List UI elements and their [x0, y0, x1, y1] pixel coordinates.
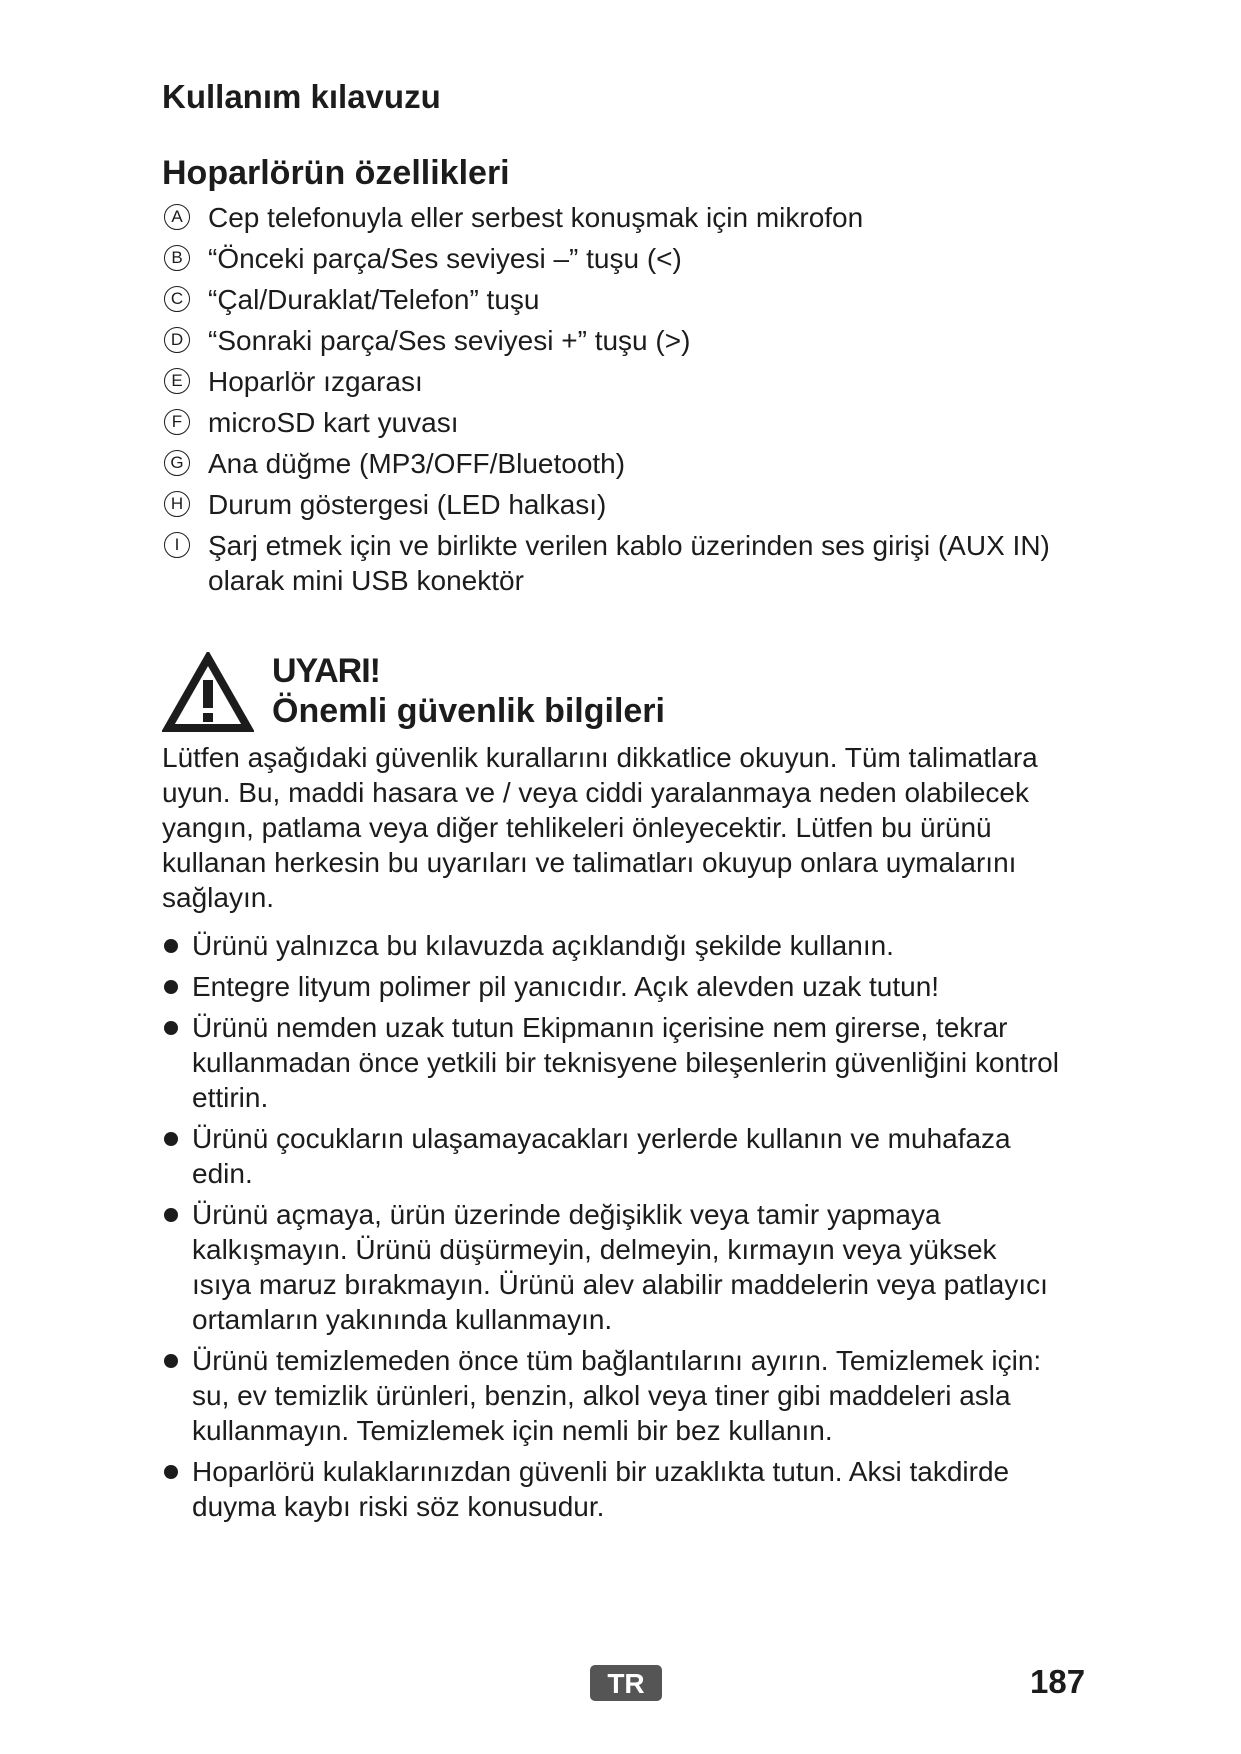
safety-rules-list — [162, 928, 1062, 1524]
feature-text: “Önceki parça/Ses seviyesi –” tuşu (<) — [208, 243, 682, 274]
features-list — [162, 200, 1062, 598]
bullet-icon — [164, 980, 178, 994]
feature-text: Durum göstergesi (LED halkası) — [208, 489, 607, 520]
bullet-icon — [164, 939, 178, 953]
feature-item — [162, 405, 1062, 440]
feature-item — [162, 323, 1062, 358]
feature-text: microSD kart yuvası — [208, 407, 459, 438]
warning-title: UYARI! — [272, 652, 380, 690]
feature-marker: E — [164, 368, 190, 394]
bullet-icon — [164, 1465, 178, 1479]
safety-rule-text: Ürünü yalnızca bu kılavuzda açıklandığı şekilde kullanın. — [192, 930, 894, 961]
safety-rule-text: Entegre lityum polimer pil yanıcıdır. Açık alevden uzak tutun! — [192, 971, 940, 1002]
feature-item — [162, 282, 1062, 317]
bullet-icon — [164, 1132, 178, 1146]
feature-marker: H — [164, 491, 190, 517]
feature-text: Cep telefonuyla eller serbest konuşmak için mikrofon — [208, 202, 864, 233]
feature-item — [162, 200, 1062, 235]
features-heading: Hoparlörün özellikleri — [162, 154, 510, 192]
feature-item — [162, 487, 1062, 522]
feature-text: Şarj etmek için ve birlikte verilen kablo üzerinden ses girişi (AUX IN) olarak mini USB konektör — [208, 530, 1050, 596]
bullet-icon — [164, 1021, 178, 1035]
feature-item — [162, 364, 1062, 399]
feature-marker: I — [164, 532, 190, 558]
warning-block — [162, 652, 1062, 732]
safety-rule-text: Hoparlörü kulaklarınızdan güvenli bir uzaklıkta tutun. Aksi takdirde duyma kaybı riski söz konusudur. — [192, 1456, 1010, 1522]
safety-rule — [162, 1010, 1062, 1115]
safety-rule — [162, 1454, 1062, 1524]
language-badge: TR — [590, 1665, 662, 1701]
feature-item — [162, 446, 1062, 481]
safety-rule-text: Ürünü nemden uzak tutun Ekipmanın içerisine nem girerse, tekrar kullanmadan önce yetkili bir teknisyene bileşenlerin güvenliğini kontrol ettirin. — [192, 1012, 1059, 1113]
feature-marker: F — [164, 409, 190, 435]
bullet-icon — [164, 1354, 178, 1368]
feature-marker: B — [164, 245, 190, 271]
page-title: Kullanım kılavuzu — [162, 78, 441, 115]
safety-rule — [162, 1343, 1062, 1448]
safety-rule — [162, 1197, 1062, 1337]
safety-rule — [162, 928, 1062, 963]
warning-triangle-icon — [162, 652, 254, 734]
feature-marker: G — [164, 450, 190, 476]
feature-text: “Çal/Duraklat/Telefon” tuşu — [208, 284, 540, 315]
feature-marker: D — [164, 327, 190, 353]
feature-item — [162, 528, 1062, 598]
safety-rule-text: Ürünü açmaya, ürün üzerinde değişiklik veya tamir yapmaya kalkışmayın. Ürünü düşürmeyin, delmeyin, kırmayın veya yüksek ısıya maruz bırakmayın. Ürünü alev alabilir maddelerin veya patlayıcı ortamların yakınında kullanmayın. — [192, 1199, 1048, 1335]
warning-subtitle: Önemli güvenlik bilgileri — [272, 692, 665, 730]
feature-marker: C — [164, 286, 190, 312]
feature-marker: A — [164, 204, 190, 230]
warning-intro: Lütfen aşağıdaki güvenlik kurallarını dikkatlice okuyun. Tüm talimatlara uyun. Bu, maddi hasara ve / veya ciddi yaralanmaya neden olabilecek yangın, patlama veya diğer tehlikeleri önleyecektir. Lütfen bu ürünü kullanan herkesin bu uyarıları ve talimatları okuyup onlara uymalarını sağlayın. — [162, 742, 1038, 913]
feature-text: Ana düğme (MP3/OFF/Bluetooth) — [208, 448, 626, 479]
safety-rule — [162, 969, 1062, 1004]
feature-text: “Sonraki parça/Ses seviyesi +” tuşu (>) — [208, 325, 691, 356]
feature-text: Hoparlör ızgarası — [208, 366, 423, 397]
safety-rule — [162, 1121, 1062, 1191]
feature-item — [162, 241, 1062, 276]
safety-rule-text: Ürünü çocukların ulaşamayacakları yerlerde kullanın ve muhafaza edin. — [192, 1123, 1011, 1189]
bullet-icon — [164, 1208, 178, 1222]
safety-rule-text: Ürünü temizlemeden önce tüm bağlantılarını ayırın. Temizlemek için: su, ev temizlik ürünleri, benzin, alkol veya tiner gibi maddeleri asla kullanmayın. Temizlemek için nemli bir bez kullanın. — [192, 1345, 1042, 1446]
page-number: 187 — [1030, 1663, 1086, 1700]
